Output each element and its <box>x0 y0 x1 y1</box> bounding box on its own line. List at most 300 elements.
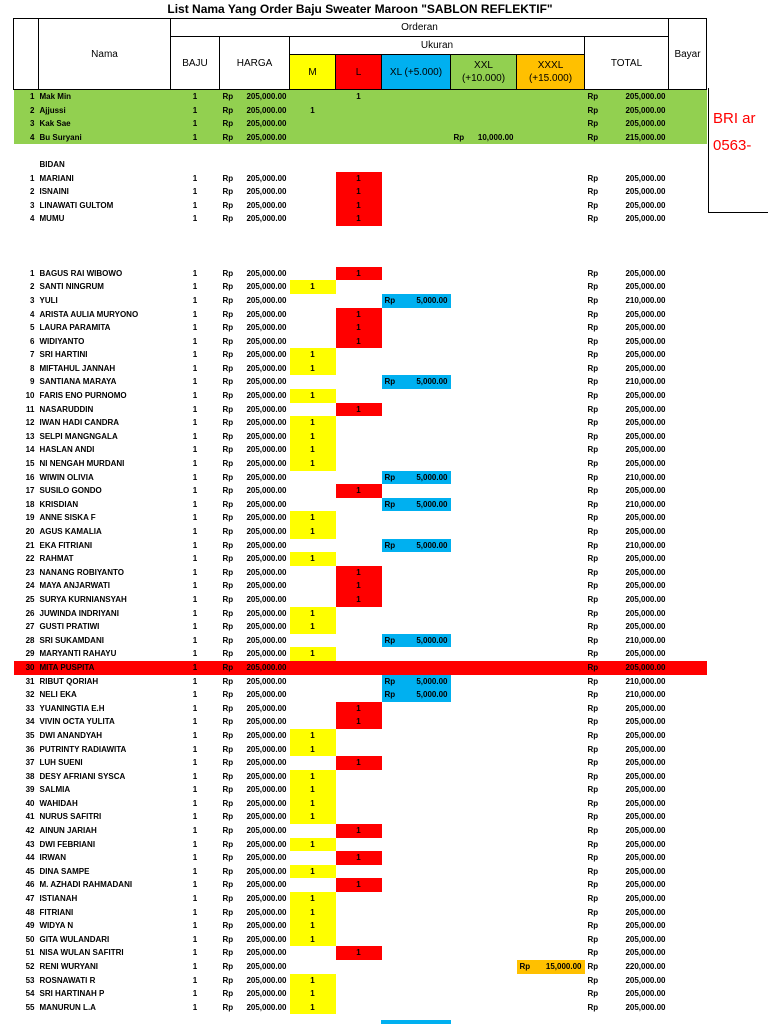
currency-label: Rp <box>222 771 234 781</box>
row-harga <box>220 933 290 947</box>
row-name: WAHIDAH <box>39 798 78 808</box>
row-baju: 1 <box>192 459 198 469</box>
amount: 205,000.00 <box>246 173 287 183</box>
currency-label: Rp <box>587 703 599 713</box>
currency-label: Rp <box>222 907 234 917</box>
row-size-xl <box>382 348 451 362</box>
row-baju: 1 <box>192 798 198 808</box>
blank-row <box>14 144 707 158</box>
row-name: Bu Suryani <box>39 131 171 145</box>
table-row <box>14 348 707 362</box>
currency-label: Rp <box>222 649 234 659</box>
row-baju: 1 <box>192 594 198 604</box>
row-total-value <box>586 484 668 498</box>
row-size-xxl <box>451 443 517 457</box>
currency-label: Rp <box>222 866 234 876</box>
row-size-m <box>290 308 336 322</box>
row-total <box>585 810 669 824</box>
amount: 5,000.00 <box>416 690 448 700</box>
row-number: 22 <box>25 554 35 564</box>
row-total <box>585 647 669 661</box>
row-baju: 1 <box>192 894 198 904</box>
row-total <box>585 212 669 226</box>
row-total-value <box>586 661 668 675</box>
currency-label: Rp <box>587 594 599 604</box>
row-size-m: 1 <box>290 810 336 824</box>
row-size-xxxl <box>517 240 585 254</box>
row-size-xl-value <box>383 375 450 389</box>
row-bayar <box>669 389 707 403</box>
currency-label: Rp <box>222 690 234 700</box>
row-size-l <box>336 743 382 757</box>
row-size-xxl <box>451 90 517 104</box>
row-name: NI NENGAH MURDANI <box>39 459 125 469</box>
row-size-xxl <box>451 416 517 430</box>
row-baju: 1 <box>192 472 198 482</box>
row-harga <box>220 525 290 539</box>
row-size-m: 1 <box>290 743 336 757</box>
row-baju: 1 <box>192 363 198 373</box>
row-number: 53 <box>25 975 35 985</box>
row-size-l: 1 <box>336 593 382 607</box>
row-total-value <box>586 321 668 335</box>
row-harga <box>220 267 290 281</box>
row-bayar <box>669 702 707 716</box>
table-row <box>14 960 707 974</box>
row-baju: 1 <box>171 90 220 104</box>
amount: 205,000.00 <box>246 268 287 278</box>
row-name: ROSNAWATI R <box>39 975 96 985</box>
row-harga-value <box>221 634 289 648</box>
row-total-value <box>586 634 668 648</box>
row-name: ISTIANAH <box>39 894 78 904</box>
row-size-l <box>336 620 382 634</box>
row-size-xl <box>382 661 451 675</box>
row-bayar <box>669 974 707 988</box>
row-size-xxxl <box>517 743 585 757</box>
row-number: 39 <box>25 785 35 795</box>
amount: 205,000.00 <box>625 649 666 659</box>
row-total <box>585 620 669 634</box>
currency-label: Rp <box>453 132 465 142</box>
row-number: 25 <box>25 594 35 604</box>
row-harga-value <box>221 661 289 675</box>
row-size-xxl <box>451 226 517 240</box>
amount: 205,000.00 <box>246 962 287 971</box>
row-total-value <box>586 131 668 145</box>
row-size-xxxl <box>517 362 585 376</box>
table-row <box>14 389 707 403</box>
row-size-m <box>290 661 336 675</box>
amount: 205,000.00 <box>246 391 287 401</box>
row-size-m: 1 <box>290 906 336 920</box>
row-total <box>585 267 669 281</box>
row-size-xl <box>382 321 451 335</box>
row-bayar <box>669 838 707 852</box>
row-baju: 1 <box>192 513 198 523</box>
amount: 205,000.00 <box>246 187 287 197</box>
row-size-m: 1 <box>290 443 336 457</box>
row-name: SALMIA <box>39 785 71 795</box>
row-bayar <box>669 579 707 593</box>
row-size-xl <box>382 185 451 199</box>
amount: 205,000.00 <box>246 839 287 849</box>
row-name: MIFTAHUL JANNAH <box>39 363 116 373</box>
table-row <box>14 294 707 308</box>
row-size-xl <box>382 484 451 498</box>
amount: 205,000.00 <box>246 717 287 727</box>
row-size-xl <box>382 933 451 947</box>
row-size-xxxl <box>517 593 585 607</box>
row-size-xxxl <box>517 1001 585 1015</box>
amount: 205,000.00 <box>625 853 666 863</box>
row-size-xxl <box>451 675 517 689</box>
row-size-xxl <box>451 729 517 743</box>
row-size-xxxl <box>517 498 585 512</box>
row-size-l: 1 <box>336 172 382 186</box>
row-total-value <box>586 117 668 131</box>
row-size-m <box>290 212 336 226</box>
amount: 205,000.00 <box>246 92 287 101</box>
table-row <box>14 743 707 757</box>
currency-label: Rp <box>587 758 599 768</box>
row-total-value <box>586 675 668 689</box>
row-size-m: 1 <box>290 362 336 376</box>
row-bayar <box>669 403 707 417</box>
row-size-xxxl <box>517 185 585 199</box>
row-number: 36 <box>25 744 35 754</box>
table-row <box>14 906 707 920</box>
table-row <box>14 933 707 947</box>
row-size-xxxl <box>517 335 585 349</box>
row-total-value <box>586 607 668 621</box>
row-harga <box>220 471 290 485</box>
row-harga-value <box>221 675 289 689</box>
row-size-xl <box>382 756 451 770</box>
row-name: SANTI NINGRUM <box>39 282 104 292</box>
currency-label: Rp <box>222 295 234 305</box>
row-number: 29 <box>25 649 35 659</box>
row-baju: 1 <box>192 173 198 183</box>
row-harga <box>220 579 290 593</box>
amount: 5,000.00 <box>416 377 448 387</box>
currency-label: Rp <box>222 92 234 101</box>
row-size-xl <box>382 566 451 580</box>
row-name: EKA FITRIANI <box>39 540 93 550</box>
currency-label: Rp <box>587 105 599 115</box>
row-number: 40 <box>25 798 35 808</box>
row-size-m: 1 <box>290 865 336 879</box>
currency-label: Rp <box>222 730 234 740</box>
table-row <box>14 185 707 199</box>
amount: 205,000.00 <box>625 989 666 999</box>
currency-label: Rp <box>587 132 599 142</box>
row-harga <box>220 960 290 974</box>
amount: 205,000.00 <box>625 200 666 210</box>
amount: 205,000.00 <box>625 567 666 577</box>
row-baju: 1 <box>192 431 198 441</box>
row-harga <box>220 756 290 770</box>
row-size-xxl <box>451 1001 517 1015</box>
currency-label: Rp <box>222 540 234 550</box>
amount: 5,000.00 <box>416 540 448 550</box>
row-harga-value <box>221 919 289 933</box>
row-baju: 1 <box>192 608 198 618</box>
row-size-m <box>290 144 336 158</box>
row-total <box>585 90 669 104</box>
row-size-xl <box>382 865 451 879</box>
table-row <box>14 647 707 661</box>
currency-label: Rp <box>222 785 234 795</box>
row-size-xl <box>382 104 451 118</box>
amount: 205,000.00 <box>246 662 287 672</box>
row-bayar <box>669 770 707 784</box>
row-bayar <box>669 892 707 906</box>
row-size-m: 1 <box>290 797 336 811</box>
row-total-value <box>586 552 668 566</box>
row-harga <box>220 634 290 648</box>
row-bayar <box>669 90 707 104</box>
row-size-xl-value <box>383 539 450 553</box>
table-row <box>14 770 707 784</box>
row-bayar <box>669 647 707 661</box>
row-number: 19 <box>25 513 35 523</box>
row-harga-value <box>221 539 289 553</box>
row-bayar <box>669 308 707 322</box>
row-total-value <box>586 212 668 226</box>
row-size-l: 1 <box>336 199 382 213</box>
amount: 205,000.00 <box>625 717 666 727</box>
row-total <box>585 552 669 566</box>
row-harga-value <box>221 579 289 593</box>
row-harga-value <box>221 851 289 865</box>
row-size-xxxl <box>517 783 585 797</box>
currency-label: Rp <box>587 214 599 224</box>
row-harga-value <box>221 294 289 308</box>
row-size-l <box>336 838 382 852</box>
currency-label: Rp <box>519 962 531 971</box>
row-harga <box>220 308 290 322</box>
row-size-xxxl <box>517 104 585 118</box>
row-size-xxl <box>451 933 517 947</box>
currency-label: Rp <box>222 594 234 604</box>
currency-label: Rp <box>222 472 234 482</box>
row-baju <box>171 226 220 240</box>
amount: 205,000.00 <box>246 418 287 428</box>
row-size-l <box>336 389 382 403</box>
amount: 210,000.00 <box>625 472 666 482</box>
currency-label: Rp <box>222 826 234 836</box>
row-size-m <box>290 675 336 689</box>
row-size-m: 1 <box>290 104 336 118</box>
currency-label: Rp <box>587 499 599 509</box>
row-size-xxxl <box>517 525 585 539</box>
amount: 205,000.00 <box>246 527 287 536</box>
row-harga <box>220 484 290 498</box>
row-number <box>14 144 39 158</box>
row-harga <box>220 688 290 702</box>
row-harga-value <box>221 90 289 104</box>
row-number: 4 <box>30 309 35 319</box>
row-size-xl-value <box>383 675 450 689</box>
currency-label: Rp <box>222 567 234 577</box>
row-size-xl <box>382 919 451 933</box>
row-size-xxl <box>451 267 517 281</box>
bank-note-box <box>708 88 768 213</box>
row-name: SRI HARTINAH P <box>39 989 105 999</box>
currency-label: Rp <box>587 513 599 523</box>
currency-label: Rp <box>222 323 234 333</box>
row-size-m: 1 <box>290 974 336 988</box>
row-baju: 1 <box>192 268 198 278</box>
amount: 205,000.00 <box>625 622 666 632</box>
row-size-xl <box>382 117 451 131</box>
currency-label: Rp <box>587 812 599 822</box>
amount: 205,000.00 <box>246 459 287 469</box>
row-size-m <box>290 335 336 349</box>
row-harga-value <box>221 906 289 920</box>
amount: 205,000.00 <box>625 268 666 278</box>
row-size-l <box>336 919 382 933</box>
currency-label: Rp <box>587 92 599 101</box>
currency-label: Rp <box>384 472 396 482</box>
row-size-xxl <box>451 851 517 865</box>
row-size-xl-value <box>383 688 450 702</box>
currency-label: Rp <box>222 404 234 414</box>
row-baju: 1 <box>192 187 198 197</box>
row-size-xxl <box>451 484 517 498</box>
row-size-xxxl <box>517 634 585 648</box>
row-total-value <box>586 416 668 430</box>
row-size-xxl <box>451 770 517 784</box>
table-row <box>14 280 707 294</box>
row-harga-value <box>221 498 289 512</box>
row-harga-value <box>221 960 289 974</box>
row-size-xxl <box>451 946 517 960</box>
row-name: SUSILO GONDO <box>39 486 102 496</box>
amount: 210,000.00 <box>625 377 666 387</box>
row-bayar <box>669 226 707 240</box>
currency-label: Rp <box>222 132 234 142</box>
amount: 205,000.00 <box>246 336 287 346</box>
row-size-xl <box>382 172 451 186</box>
row-harga-value <box>221 321 289 335</box>
header-size-xl: XL (+5.000) <box>382 55 451 90</box>
amount: 205,000.00 <box>625 798 666 808</box>
row-size-xxxl <box>517 199 585 213</box>
row-size-xxxl <box>517 946 585 960</box>
currency-label: Rp <box>587 934 599 944</box>
row-name: SELPI MANGNGALA <box>39 431 118 441</box>
amount: 205,000.00 <box>246 200 287 210</box>
row-size-l <box>336 375 382 389</box>
amount: 205,000.00 <box>625 92 666 101</box>
row-harga <box>220 104 290 118</box>
table-row <box>14 375 707 389</box>
currency-label: Rp <box>587 676 599 686</box>
row-baju: 1 <box>192 567 198 577</box>
row-size-xxxl <box>517 308 585 322</box>
row-harga <box>220 593 290 607</box>
row-size-m <box>290 634 336 648</box>
row-size-l: 1 <box>336 90 382 104</box>
row-number: 5 <box>30 323 35 333</box>
row-name: Mak Min <box>39 90 171 104</box>
table-row <box>14 1001 707 1015</box>
row-size-xl <box>382 158 451 172</box>
row-name: NISA WULAN SAFITRI <box>39 948 124 958</box>
row-size-xxl <box>451 756 517 770</box>
amount: 205,000.00 <box>625 785 666 795</box>
amount: 205,000.00 <box>246 812 287 822</box>
row-number: 2 <box>14 104 39 118</box>
row-harga <box>220 90 290 104</box>
row-harga-value <box>221 878 289 892</box>
amount: 205,000.00 <box>246 975 287 985</box>
currency-label: Rp <box>222 676 234 686</box>
row-size-l <box>336 661 382 675</box>
row-harga-value <box>221 987 289 1001</box>
row-name: HASLAN ANDI <box>39 445 95 455</box>
row-size-l <box>336 607 382 621</box>
row-total-value <box>586 960 668 974</box>
header-size-l: L <box>336 55 382 90</box>
row-bayar <box>669 117 707 131</box>
table-row <box>14 851 707 865</box>
row-size-l <box>336 131 382 145</box>
row-baju: 1 <box>171 131 220 145</box>
row-number: 41 <box>25 812 35 822</box>
row-size-xxl <box>451 987 517 1001</box>
row-size-m: 1 <box>290 770 336 784</box>
row-number: 55 <box>25 1002 35 1012</box>
row-total <box>585 634 669 648</box>
row-harga-value <box>221 335 289 349</box>
amount: 205,000.00 <box>246 744 287 754</box>
row-harga-value <box>221 416 289 430</box>
row-size-xl <box>382 770 451 784</box>
row-baju: 1 <box>192 336 198 346</box>
row-size-xxl <box>451 362 517 376</box>
currency-label: Rp <box>222 1002 234 1012</box>
row-size-m: 1 <box>290 933 336 947</box>
amount: 205,000.00 <box>246 608 287 618</box>
currency-label: Rp <box>587 730 599 740</box>
row-size-xxl <box>451 498 517 512</box>
row-size-m: 1 <box>290 416 336 430</box>
currency-label: Rp <box>222 391 234 401</box>
table-row <box>14 810 707 824</box>
row-size-l <box>336 906 382 920</box>
row-harga <box>220 810 290 824</box>
row-name: NASARUDDIN <box>39 404 94 414</box>
header-orderan: Orderan <box>171 19 669 37</box>
row-number: 51 <box>25 948 35 958</box>
row-harga <box>220 199 290 213</box>
row-size-xxl <box>451 375 517 389</box>
currency-label: Rp <box>222 608 234 618</box>
row-bayar <box>669 661 707 675</box>
row-total <box>585 702 669 716</box>
row-total-value <box>586 647 668 661</box>
amount: 205,000.00 <box>625 187 666 197</box>
table-row <box>14 471 707 485</box>
row-harga <box>220 675 290 689</box>
row-harga-value <box>221 308 289 322</box>
amount: 205,000.00 <box>625 323 666 333</box>
row-total <box>585 172 669 186</box>
amount: 205,000.00 <box>246 703 287 713</box>
